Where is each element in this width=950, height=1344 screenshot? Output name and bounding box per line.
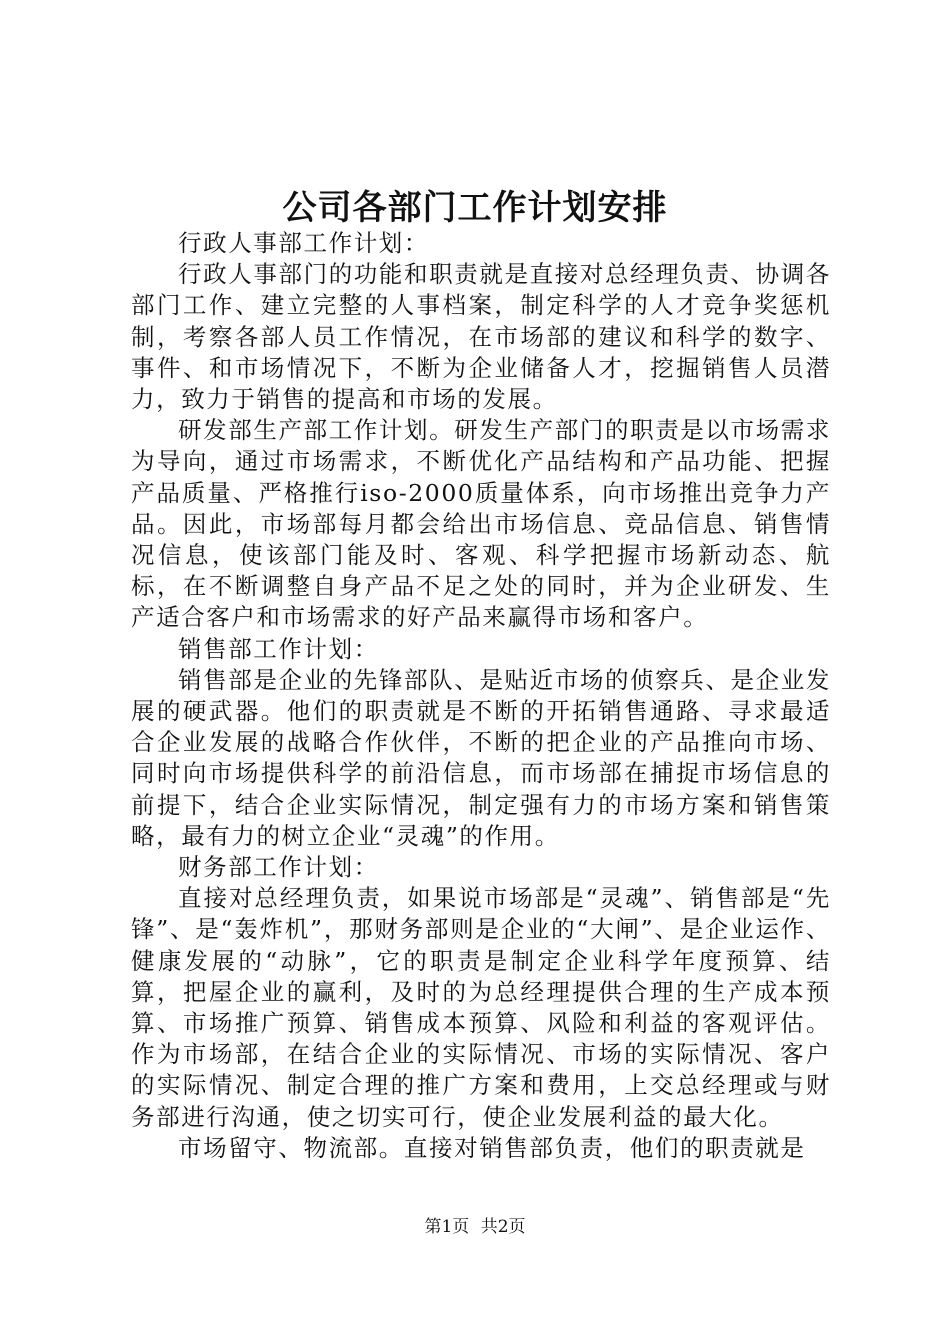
paragraph-finance-body: 直接对总经理负责，如果说市场部是“灵魂”、销售部是“先锋”、是“轰炸机”，那财务部则是企业的“大闸”、是企业运作、健康发展的“动脉”，它的职责是制定企业科学年度预算、结算，把屋企业的赢利，及时的为总经理提供合理的生产成本预算、市场推广预算、销售成本预算、风险和利益的客观评估。作为市场部，在结合企业的实际情况、市场的实际情况、客户的实际情况、制定合理的推广方案和费用，上交总经理或与财务部进行沟通，使之切实可行，使企业发展利益的最大化。 xyxy=(131,884,831,1131)
paragraph-sales-heading: 销售部工作计划： xyxy=(178,634,379,663)
paragraph-finance-heading: 财务部工作计划： xyxy=(178,853,379,882)
paragraph-admin-hr-heading: 行政人事部工作计划： xyxy=(178,229,429,257)
page-footer xyxy=(0,1216,950,1238)
paragraph-sales-body: 销售部是企业的先锋部队、是贴近市场的侦察兵、是企业发展的硬武器。他们的职责就是不断的开拓销售通路、寻求最适合企业发展的战略合作伙伴，不断的把企业的产品推向市场、同时向市场提供科学的前沿信息，而市场部在捕捉市场信息的前提下，结合企业实际情况，制定强有力的市场方案和销售策略，最有力的树立企业“灵魂”的作用。 xyxy=(131,665,831,850)
paragraph-admin-hr-body: 行政人事部门的功能和职责就是直接对总经理负责、协调各部门工作、建立完整的人事档案，制定科学的人才竞争奖惩机制，考察各部人员工作情况，在市场部的建议和科学的数字、事件、和市场情况下，不断为企业储备人才，挖掘销售人员潜力，致力于销售的提高和市场的发展。 xyxy=(131,260,831,414)
paragraph-logistics: 市场留守、物流部。直接对销售部负责，他们的职责就是 xyxy=(178,1133,806,1162)
document-title: 公司各部门工作计划安排 xyxy=(282,188,668,228)
document-body xyxy=(131,228,831,1164)
page-total: 共2页 xyxy=(480,1217,526,1237)
page-number: 第1页 xyxy=(424,1217,470,1237)
paragraph-rd-production: 研发部生产部工作计划。研发生产部门的职责是以市场需求为导向，通过市场需求，不断优化产品结构和产品功能、把握产品质量、严格推行iso-2000质量体系，向市场推出竞争力产品。因此，市场部每月都会给出市场信息、竞品信息、销售情况信息，使该部门能及时、客观、科学把握市场新动态、航标，在不断调整自身产品不足之处的同时，并为企业研发、生产适合客户和市场需求的好产品来赢得市场和客户。 xyxy=(131,416,831,632)
